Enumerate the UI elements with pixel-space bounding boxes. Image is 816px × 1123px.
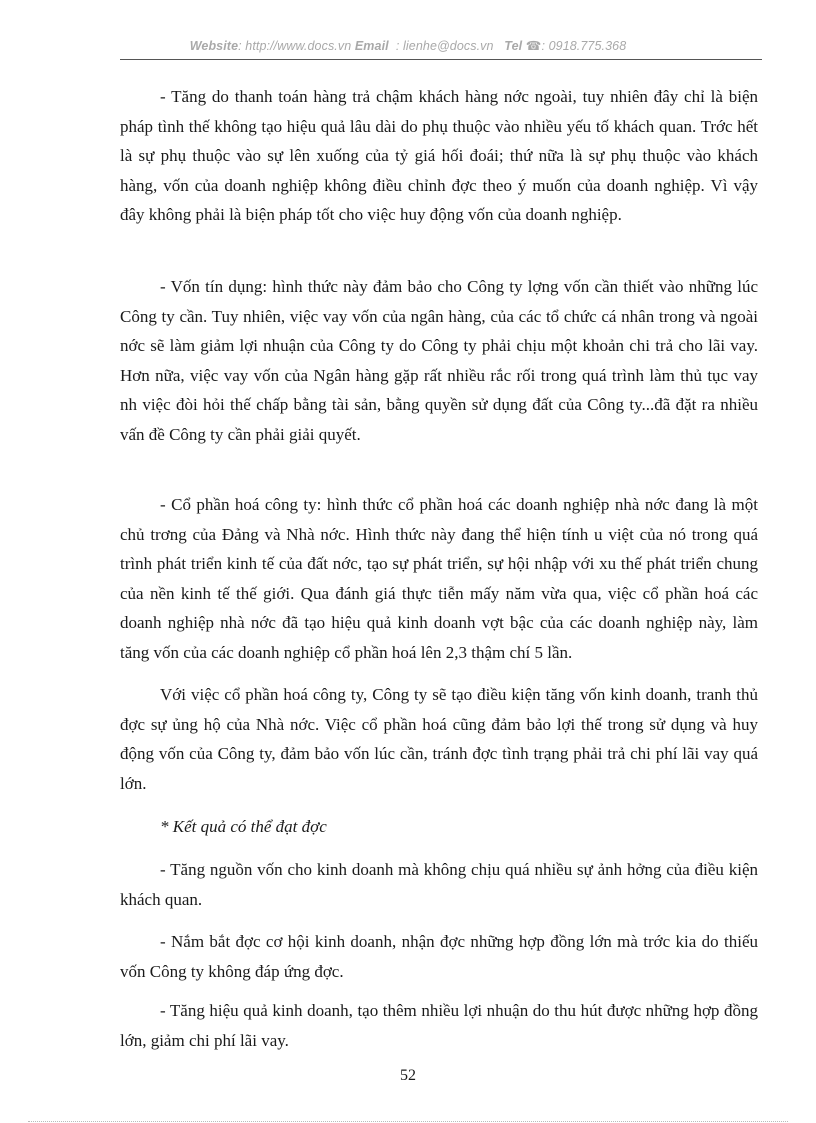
page-header xyxy=(0,38,816,53)
tel-label: Tel xyxy=(504,39,523,53)
tel-value: : 0918.775.368 xyxy=(541,39,627,53)
footer-divider xyxy=(28,1121,788,1122)
paragraph: - Vốn tín dụng: hình thức này đảm bảo cho Công ty lợng vốn cần thiết vào những lúc Công ty cần. Tuy nhiên, việc vay vốn của ngân hàng, của các tổ chức cá nhân trong và ngoài nớc sẽ làm giảm lợi nhuận của Công ty do Công ty phải chịu một khoản chi trả cho lãi vay. Hơn nữa, việc vay vốn của Ngân hàng gặp rất nhiều rắc rối trong quá trình làm thủ tục vay nh việc đòi hỏi thế chấp bằng tài sản, bằng quyền sử dụng đất của Công ty...đã đặt ra nhiều vấn đề Công ty cần phải giải quyết. xyxy=(120,277,758,444)
header-divider xyxy=(120,59,762,60)
website-label: Website xyxy=(189,39,239,53)
email-value: : lienhe@docs.vn xyxy=(395,39,494,53)
paragraph: - Nắm bắt đợc cơ hội kinh doanh, nhận đợc những hợp đồng lớn mà trớc kia do thiếu vốn Công ty không đáp ứng đợc. xyxy=(120,932,758,981)
paragraph: Với việc cổ phần hoá công ty, Công ty sẽ tạo điều kiện tăng vốn kinh doanh, tranh thủ đợc sự ủng hộ của Nhà nớc. Việc cổ phần hoá cũng đảm bảo lợi thế trong sử dụng và huy động vốn của Công ty, đảm bảo vốn lúc cần, tránh đợc tình trạng phải trả chi phí lãi vay quá lớn. xyxy=(120,685,758,793)
paragraph: - Cổ phần hoá công ty: hình thức cổ phần hoá các doanh nghiệp nhà nớc đang là một chủ trơng của Đảng và Nhà nớc. Hình thức này đang thể hiện tính u việt của nó trong quá trình phát triển kinh tế của đất nớc, tạo sự phát triển, sự hội nhập với xu thế phát triển chung của nền kinh tế thế giới. Qua đánh giá thực tiễn mấy năm vừa qua, việc cổ phần hoá các doanh nghiệp nhà nớc đã tạo hiệu quả kinh doanh vợt bậc của các doanh nghiệp này, làm tăng vốn của các doanh nghiệp cổ phần hoá lên 2,3 thậm chí 5 lần. xyxy=(120,495,758,662)
phone-icon: ☎ xyxy=(525,39,542,53)
section-heading: * Kết quả có thể đạt đợc xyxy=(160,817,327,836)
paragraph: - Tăng nguồn vốn cho kinh doanh mà không chịu quá nhiều sự ảnh hởng của điều kiện khách quan. xyxy=(120,860,758,909)
website-value: : http://www.docs.vn xyxy=(238,39,352,53)
email-label: Email xyxy=(354,39,389,53)
paragraph: - Tăng hiệu quả kinh doanh, tạo thêm nhiều lợi nhuận do thu hút được những hợp đồng lớn, giảm chi phí lãi vay. xyxy=(120,1001,758,1050)
page-number: 52 xyxy=(400,1067,416,1084)
paragraph: - Tăng do thanh toán hàng trả chậm khách hàng nớc ngoài, tuy nhiên đây chỉ là biện pháp tình thế không tạo hiệu quả lâu dài do phụ thuộc vào nhiều yếu tố khách quan. Trớc hết là sự phụ thuộc vào sự lên xuống của tỷ giá hối đoái; thứ nữa là sự phụ thuộc vào khách hàng, vốn của doanh nghiệp không điều chỉnh đợc theo ý muốn của doanh nghiệp. Vì vậy đây không phải là biện pháp tốt cho việc huy động vốn của doanh nghiệp. xyxy=(120,87,758,225)
